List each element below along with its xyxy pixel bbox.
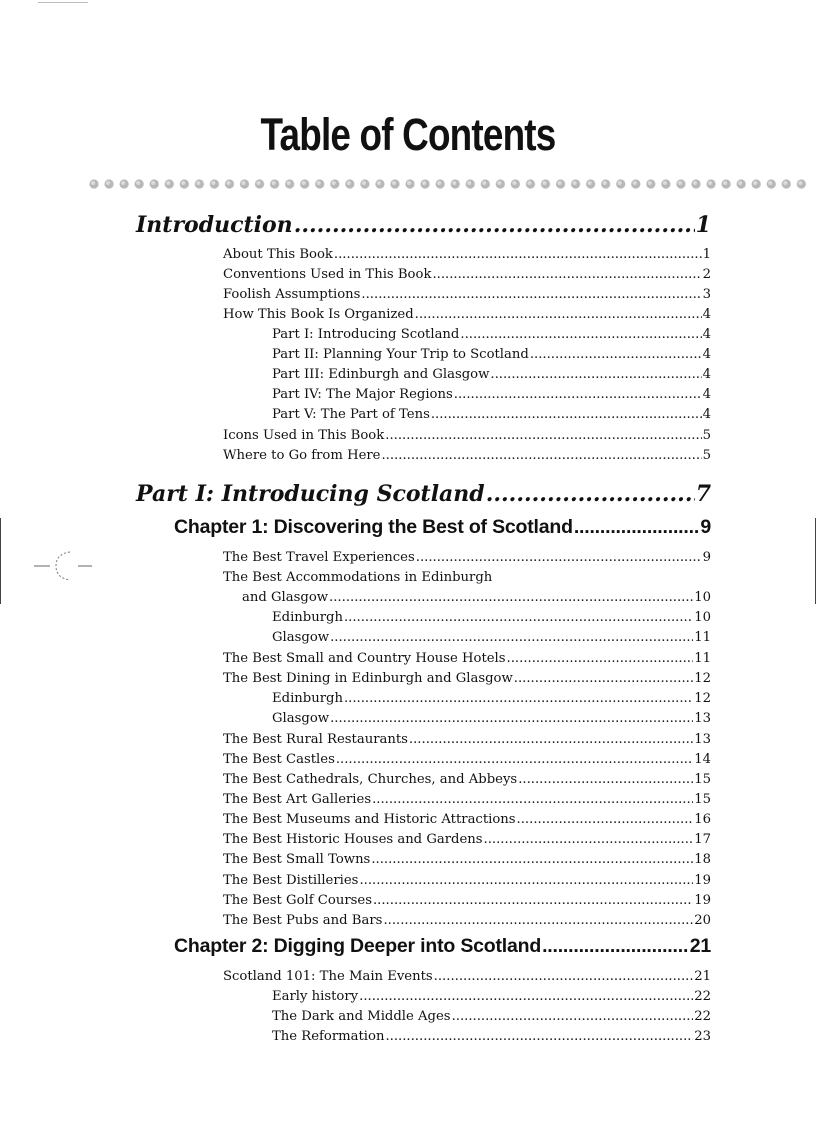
corner-rule xyxy=(38,2,88,3)
entry-page: 4 xyxy=(702,307,711,322)
entry-page: 10 xyxy=(694,590,711,605)
entry-label: How This Book Is Organized xyxy=(223,307,414,322)
dot-leader xyxy=(434,967,694,987)
entry-page: 1 xyxy=(702,247,711,262)
toc-chapter-2[interactable] xyxy=(174,935,711,963)
dot-leader xyxy=(344,689,693,709)
toc-entry[interactable] xyxy=(223,871,711,891)
entry-label: The Best Small Towns xyxy=(223,852,371,867)
toc-entry[interactable] xyxy=(223,967,711,987)
toc-entry[interactable] xyxy=(272,365,711,385)
dot-leader xyxy=(371,850,693,870)
toc-entry[interactable] xyxy=(223,426,711,446)
entry-label: Part V: The Part of Tens xyxy=(272,407,430,422)
dot-leader xyxy=(361,285,701,305)
entry-page: 22 xyxy=(694,1009,711,1024)
dot-leader xyxy=(415,305,702,325)
dot-leader xyxy=(484,830,694,850)
toc-chapter-1[interactable] xyxy=(174,516,711,544)
toc-entry[interactable] xyxy=(272,608,711,628)
entry-page: 20 xyxy=(694,913,711,928)
toc-entry[interactable] xyxy=(272,405,711,425)
toc-intro-page: 1 xyxy=(695,212,711,238)
dot-leader xyxy=(344,608,693,628)
entry-label: Conventions Used in This Book xyxy=(223,267,432,282)
toc-entry[interactable] xyxy=(272,325,711,345)
entry-page: 12 xyxy=(694,691,711,706)
dot-leader xyxy=(574,516,700,539)
entry-label: Part I: Introducing Scotland xyxy=(272,327,460,342)
dot-leader xyxy=(507,649,694,669)
dot-leader xyxy=(381,446,701,466)
toc-entry[interactable] xyxy=(223,770,711,790)
dotted-divider xyxy=(87,176,809,192)
entry-page: 4 xyxy=(702,387,711,402)
toc-entry[interactable] xyxy=(242,588,711,608)
entry-page: 10 xyxy=(694,610,711,625)
registration-mark-icon xyxy=(34,548,94,584)
entry-page: 12 xyxy=(694,671,711,686)
entry-page: 5 xyxy=(702,448,711,463)
entry-page: 4 xyxy=(702,367,711,382)
entry-label: The Best Castles xyxy=(223,752,335,767)
toc-entry[interactable] xyxy=(223,305,711,325)
entry-label: The Best Museums and Historic Attractions xyxy=(223,812,516,827)
entry-label: Foolish Assumptions xyxy=(223,287,361,302)
dot-leader xyxy=(334,245,702,265)
entry-page: 5 xyxy=(702,428,711,443)
dot-leader xyxy=(383,911,693,931)
entry-page: 4 xyxy=(702,327,711,342)
entry-label: Glasgow xyxy=(272,630,330,645)
toc-entry[interactable] xyxy=(223,891,711,911)
entry-label: The Best Dining in Edinburgh and Glasgow xyxy=(223,671,513,686)
entry-label: The Best Historic Houses and Gardens xyxy=(223,832,483,847)
dot-leader xyxy=(432,265,701,285)
toc-chapter-2-page: 21 xyxy=(689,935,711,957)
entry-page: 4 xyxy=(702,347,711,362)
toc-part-1[interactable] xyxy=(136,481,711,511)
crop-mark-left xyxy=(0,518,1,604)
entry-label: Early history xyxy=(272,989,359,1004)
toc-entry[interactable] xyxy=(272,345,711,365)
entry-page: 19 xyxy=(694,873,711,888)
dot-leader xyxy=(294,212,695,238)
entry-label: The Best Small and Country House Hotels xyxy=(223,651,506,666)
toc-entry[interactable] xyxy=(223,830,711,850)
entry-page: 9 xyxy=(702,550,711,565)
entry-page: 15 xyxy=(694,792,711,807)
toc-entry[interactable] xyxy=(272,1027,711,1047)
toc-entry[interactable] xyxy=(223,730,711,750)
entry-label: Part III: Edinburgh and Glasgow xyxy=(272,367,490,382)
dot-leader xyxy=(460,325,701,345)
toc-entry[interactable] xyxy=(223,810,711,830)
toc-intro[interactable] xyxy=(136,212,711,242)
toc-entry[interactable] xyxy=(223,265,711,285)
entry-page: 16 xyxy=(694,812,711,827)
entry-page: 3 xyxy=(702,287,711,302)
toc-entry-wrapped-label[interactable]: The Best Accommodations in Edinburgh xyxy=(223,570,493,585)
toc-entry[interactable] xyxy=(223,911,711,931)
entry-page: 13 xyxy=(694,711,711,726)
toc-entry[interactable] xyxy=(272,709,711,729)
toc-entry[interactable] xyxy=(223,446,711,466)
entry-label: The Dark and Middle Ages xyxy=(272,1009,451,1024)
toc-chapter-1-label: Chapter 1: Discovering the Best of Scotland xyxy=(174,516,573,538)
dot-leader xyxy=(409,730,693,750)
entry-label: The Best Rural Restaurants xyxy=(223,732,408,747)
toc-chapter-1-page: 9 xyxy=(700,516,711,538)
toc-entry[interactable] xyxy=(223,669,711,689)
dot-leader xyxy=(359,871,693,891)
entry-label: The Reformation xyxy=(272,1029,385,1044)
entry-page: 4 xyxy=(702,407,711,422)
dot-leader xyxy=(542,935,689,958)
entry-page: 21 xyxy=(694,969,711,984)
entry-label: The Best Golf Courses xyxy=(223,893,372,908)
page-title: Table of Contents xyxy=(260,109,556,160)
entry-page: 18 xyxy=(694,852,711,867)
entry-page: 11 xyxy=(694,630,711,645)
dot-leader xyxy=(490,365,701,385)
toc-entry[interactable] xyxy=(223,548,711,568)
toc-intro-label: Introduction xyxy=(136,212,293,238)
entry-label: Edinburgh xyxy=(272,610,343,625)
toc-chapter-2-label: Chapter 2: Digging Deeper into Scotland xyxy=(174,935,542,957)
toc-entry[interactable] xyxy=(272,628,711,648)
entry-label: Glasgow xyxy=(272,711,330,726)
dot-leader xyxy=(329,588,693,608)
dot-leader xyxy=(416,548,702,568)
entry-label: Icons Used in This Book xyxy=(223,428,385,443)
entry-page: 15 xyxy=(694,772,711,787)
toc-entry[interactable] xyxy=(272,987,711,1007)
dot-leader xyxy=(336,750,693,770)
dot-leader xyxy=(385,426,701,446)
entry-page: 22 xyxy=(694,989,711,1004)
dot-leader xyxy=(359,987,693,1007)
entry-page: 2 xyxy=(702,267,711,282)
entry-label: Where to Go from Here xyxy=(223,448,381,463)
toc-entry[interactable] xyxy=(223,750,711,770)
dot-leader xyxy=(330,709,693,729)
entry-page: 17 xyxy=(694,832,711,847)
dot-leader xyxy=(530,345,702,365)
entry-label: Scotland 101: The Main Events xyxy=(223,969,433,984)
dot-leader xyxy=(517,810,694,830)
entry-label: The Best Art Galleries xyxy=(223,792,372,807)
toc-entry[interactable] xyxy=(223,285,711,305)
entry-page: 11 xyxy=(694,651,711,666)
dot-leader xyxy=(454,385,702,405)
toc-entry[interactable] xyxy=(272,689,711,709)
entry-label: The Best Travel Experiences xyxy=(223,550,415,565)
entry-label: Part II: Planning Your Trip to Scotland xyxy=(272,347,529,362)
entry-label: About This Book xyxy=(223,247,333,262)
entry-label: Part IV: The Major Regions xyxy=(272,387,453,402)
toc-entry[interactable] xyxy=(223,790,711,810)
entry-label: and Glasgow xyxy=(242,590,329,605)
entry-label: Edinburgh xyxy=(272,691,343,706)
entry-page: 23 xyxy=(694,1029,711,1044)
toc-part-1-label: Part I: Introducing Scotland xyxy=(136,481,485,507)
dot-leader xyxy=(330,628,693,648)
dot-leader xyxy=(373,891,693,911)
entry-label: The Best Distilleries xyxy=(223,873,359,888)
dot-leader xyxy=(452,1007,694,1027)
dot-leader xyxy=(385,1027,693,1047)
dot-leader xyxy=(431,405,702,425)
dot-leader xyxy=(514,669,693,689)
toc-part-1-page: 7 xyxy=(695,481,711,507)
toc-entry[interactable] xyxy=(223,245,711,265)
entry-page: 19 xyxy=(694,893,711,908)
dot-leader xyxy=(486,481,695,507)
dot-leader xyxy=(372,790,693,810)
toc-entry[interactable] xyxy=(272,1007,711,1027)
toc-entry[interactable] xyxy=(223,649,711,669)
entry-page: 13 xyxy=(694,732,711,747)
entry-label: The Best Pubs and Bars xyxy=(223,913,383,928)
toc-entry[interactable] xyxy=(272,385,711,405)
toc-entry[interactable] xyxy=(223,850,711,870)
entry-label: The Best Cathedrals, Churches, and Abbeys xyxy=(223,772,518,787)
dot-leader xyxy=(518,770,693,790)
entry-page: 14 xyxy=(694,752,711,767)
